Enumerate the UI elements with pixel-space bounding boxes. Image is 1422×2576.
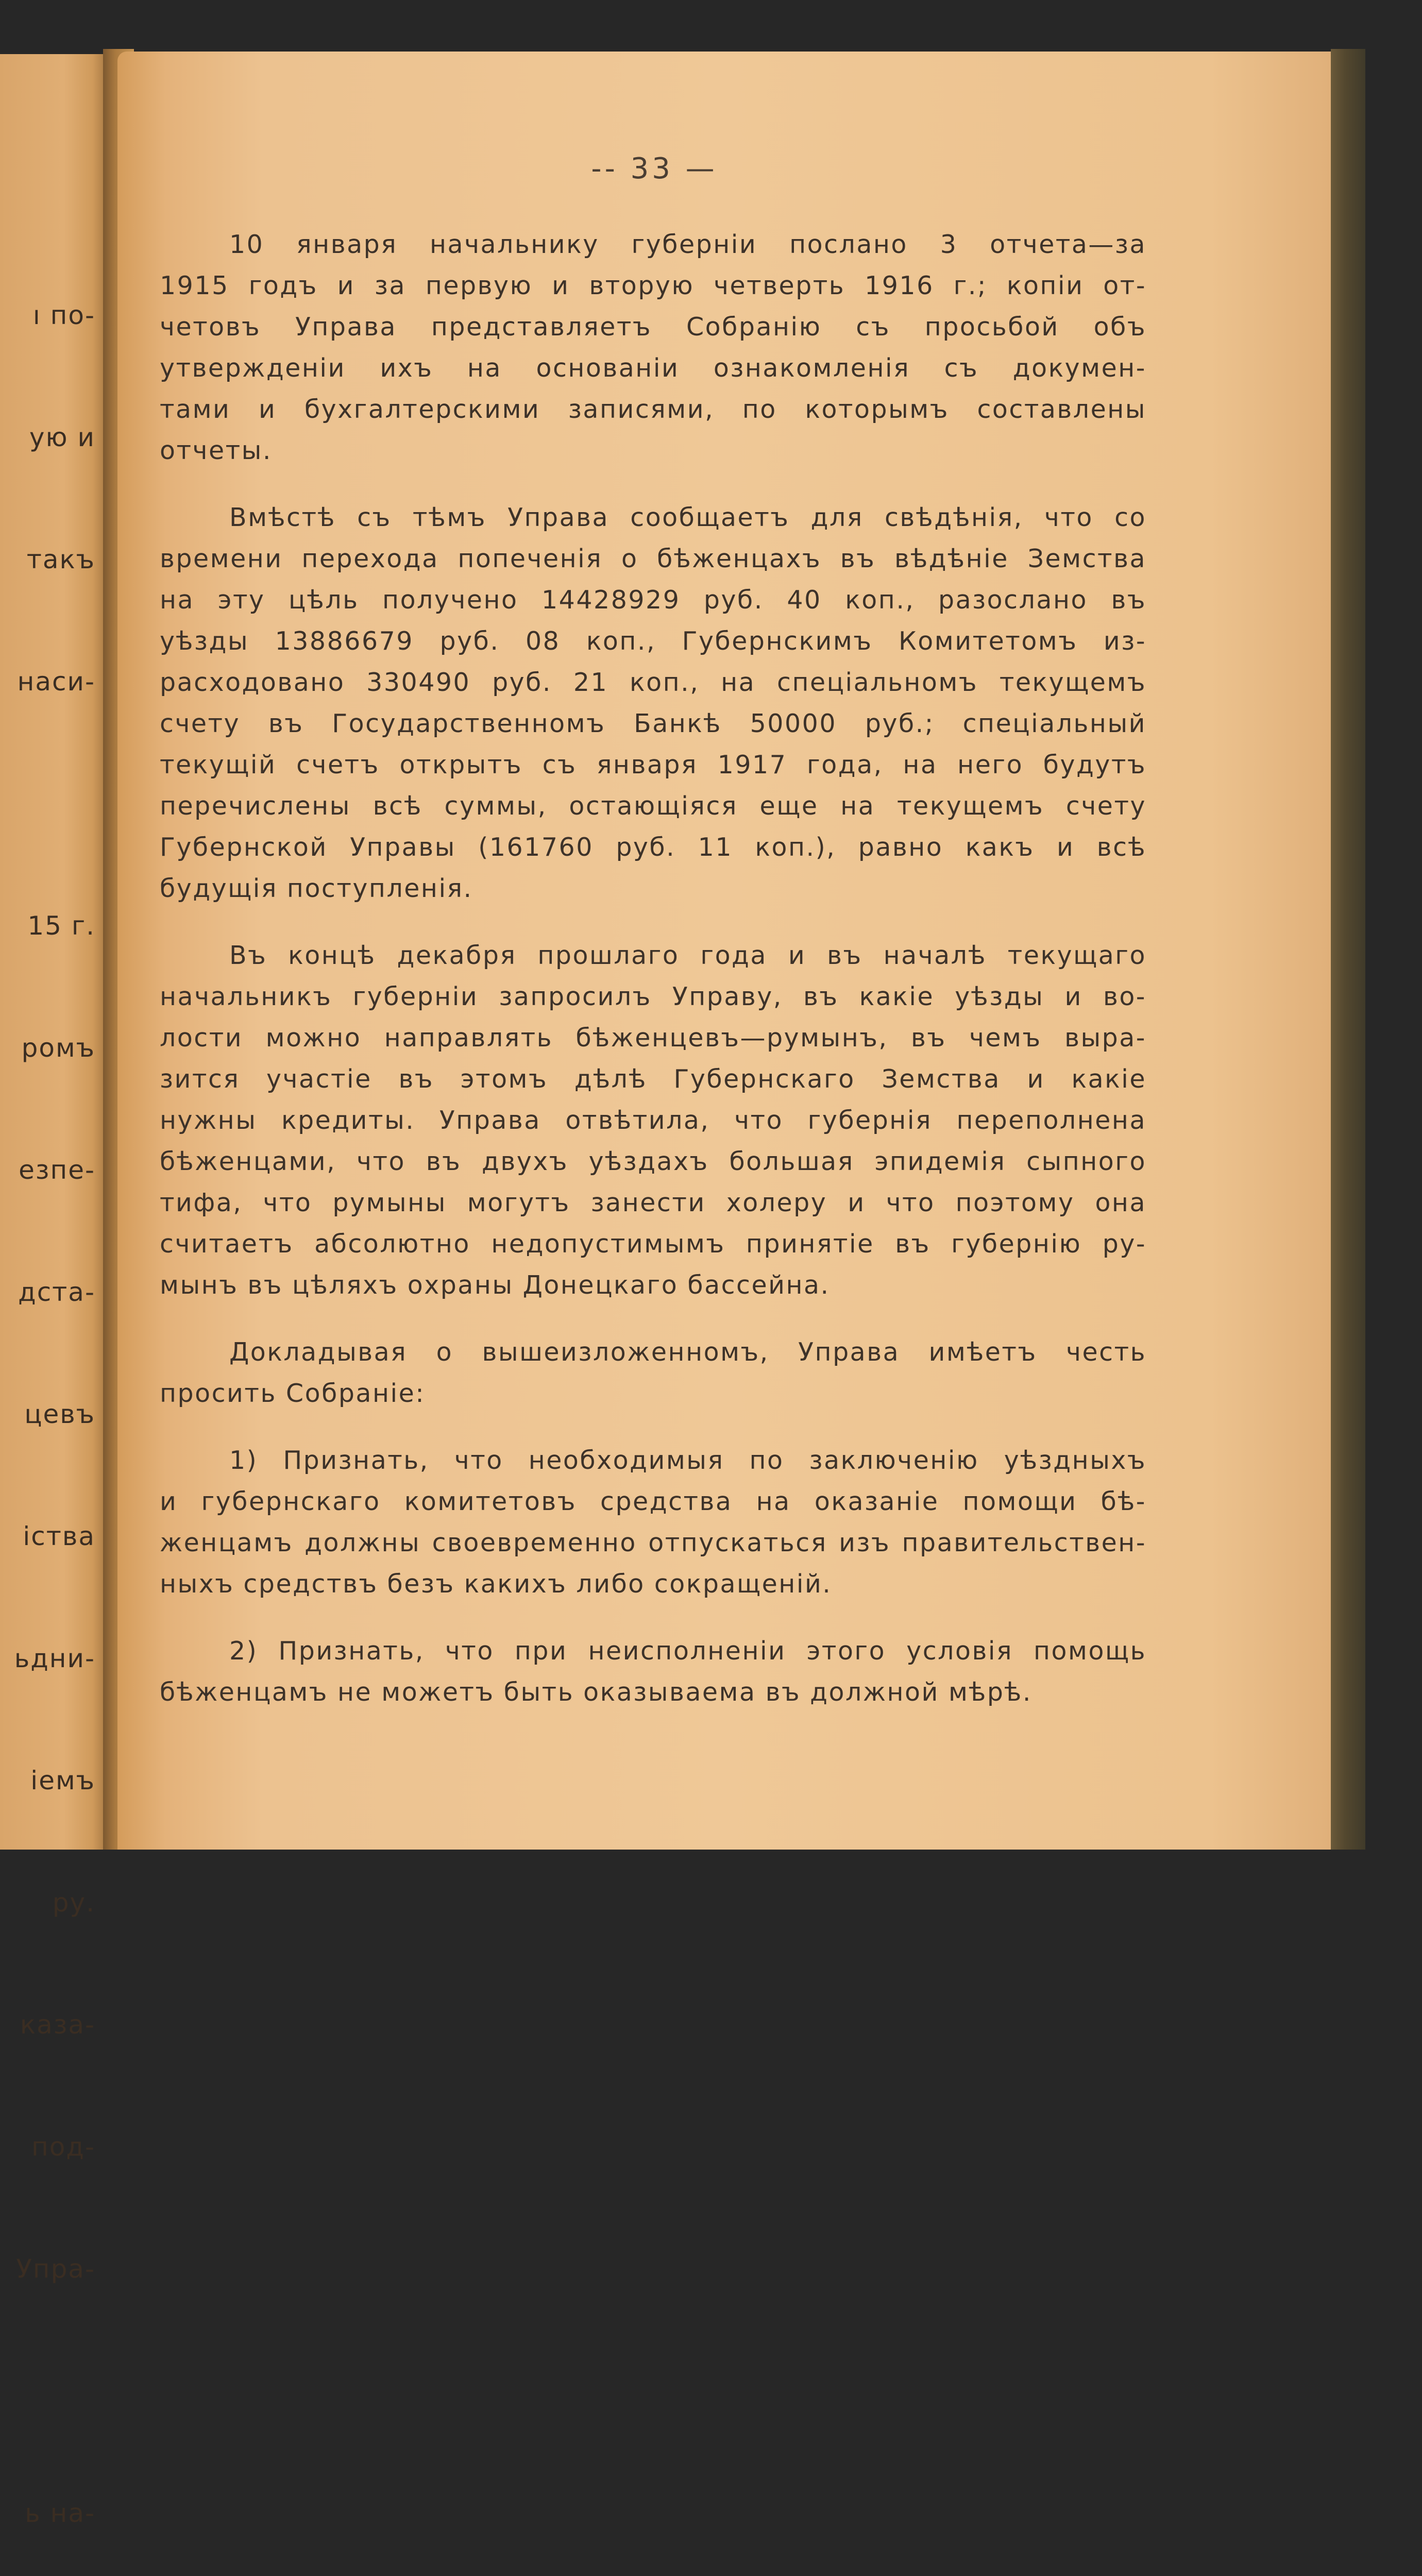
text-line: счету въ Государственномъ Банкѣ 50000 руб.; спеціальный	[160, 709, 1146, 738]
left-page-text-fragments	[12, 214, 95, 2576]
text-line: перечислены всѣ суммы, остающіяся еще на текущемъ счету	[160, 791, 1146, 821]
left-fragment: ьдни-	[14, 1643, 95, 1673]
text-line: считаетъ абсолютно недопустимымъ принятіе въ губернію ру-	[160, 1229, 1146, 1259]
text-line: 1915 годъ и за первую и вторую четверть 1916 г.; копіи от-	[160, 271, 1146, 300]
text-line: времени перехода попеченія о бѣженцахъ въ вѣдѣніе Земства	[160, 544, 1146, 573]
text-line: зится участіе въ этомъ дѣлѣ Губернскаго Земства и какіе	[160, 1064, 1146, 1094]
left-fragment: ую и	[29, 422, 95, 452]
open-book	[0, 49, 1365, 2528]
text-line: мынъ въ цѣляхъ охраны Донецкаго бассейна.	[160, 1270, 830, 1300]
text-line: отчеты.	[160, 436, 272, 465]
left-fragment: цевъ	[24, 1399, 95, 1429]
text-line: текущій счетъ открытъ съ января 1917 года, на него будутъ	[160, 750, 1146, 779]
left-fragment: 15 г.	[27, 911, 95, 941]
text-line: уѣзды 13886679 руб. 08 коп., Губернскимъ Комитетомъ из-	[160, 626, 1146, 656]
text-line: будущія поступленія.	[160, 874, 473, 903]
left-fragment	[12, 784, 95, 824]
left-fragment: Упра-	[16, 2254, 95, 2284]
left-fragment: ру.	[52, 1888, 95, 1918]
page-body	[160, 224, 1146, 1739]
text-line: женцамъ должны своевременно отпускаться изъ правительствен-	[160, 1528, 1146, 1557]
text-line: лости можно направлять бѣженцевъ—румынъ, въ чемъ выра-	[160, 1023, 1146, 1053]
paragraph	[160, 1332, 1146, 1414]
text-line: четовъ Управа представляетъ Собранію съ просьбой объ	[160, 312, 1146, 342]
page-number: -- 33 —	[591, 152, 718, 185]
text-line: просить Собраніе:	[160, 1379, 426, 1408]
text-line: Вмѣстѣ съ тѣмъ Управа сообщаетъ для свѣдѣнія, что со	[229, 503, 1146, 532]
page-edge	[1331, 49, 1365, 1850]
text-line: начальникъ губерніи запросилъ Управу, въ какіе уѣзды и во-	[160, 982, 1146, 1011]
paragraph	[160, 1440, 1146, 1605]
left-fragment: под-	[31, 2132, 95, 2162]
text-line: нужны кредиты. Управа отвѣтила, что губернія переполнена	[160, 1106, 1146, 1135]
left-fragment: іемъ	[30, 1766, 95, 1795]
paragraph	[160, 1631, 1146, 1713]
paragraph	[160, 935, 1146, 1306]
left-fragment: каза-	[20, 2010, 95, 2040]
text-line: тифа, что румыны могутъ занести холеру и что поэтому она	[160, 1188, 1146, 1217]
text-line: Докладывая о вышеизложенномъ, Управа имѣетъ честь	[229, 1337, 1146, 1367]
text-line: на эту цѣль получено 14428929 руб. 40 коп., разослано въ	[160, 585, 1146, 615]
text-line: бѣженцами, что въ двухъ уѣздахъ большая эпидемія сыпного	[160, 1147, 1146, 1176]
text-line: и губернскаго комитетовъ средства на оказаніе помощи бѣ-	[160, 1487, 1146, 1516]
text-line: 10 января начальнику губерніи послано 3 отчета—за	[229, 230, 1146, 259]
text-line: расходовано 330490 руб. 21 коп., на спеціальномъ текущемъ	[160, 668, 1146, 697]
left-fragment: езпе-	[19, 1155, 95, 1185]
left-page	[0, 54, 116, 2528]
text-line: тами и бухгалтерскими записями, по которымъ составлены	[160, 395, 1146, 424]
text-line: 1) Признать, что необходимыя по заключенію уѣздныхъ	[229, 1446, 1146, 1475]
left-fragment: ромъ	[21, 1033, 95, 1063]
text-line: 2) Признать, что при неисполненіи этого условія помощь	[229, 1636, 1146, 1666]
left-fragment: такъ	[26, 545, 95, 574]
paragraph	[160, 497, 1146, 909]
left-fragment: ь на-	[25, 2498, 95, 2528]
text-line: ныхъ средствъ безъ какихъ либо сокращеній.	[160, 1569, 832, 1599]
text-line: Въ концѣ декабря прошлаго года и въ началѣ текущаго	[229, 941, 1146, 970]
left-fragment: іства	[23, 1521, 95, 1551]
left-fragment	[12, 2371, 95, 2412]
text-line: Губернской Управы (161760 руб. 11 коп.), равно какъ и всѣ	[160, 833, 1146, 862]
left-fragment: ı по-	[32, 300, 95, 330]
paragraph	[160, 224, 1146, 471]
left-fragment: дста-	[18, 1277, 95, 1307]
text-line: бѣженцамъ не можетъ быть оказываема въ должной мѣрѣ.	[160, 1677, 1032, 1707]
left-fragment: наси-	[17, 667, 95, 697]
text-line: утвержденіи ихъ на основаніи ознакомленія съ докумен-	[160, 353, 1146, 383]
